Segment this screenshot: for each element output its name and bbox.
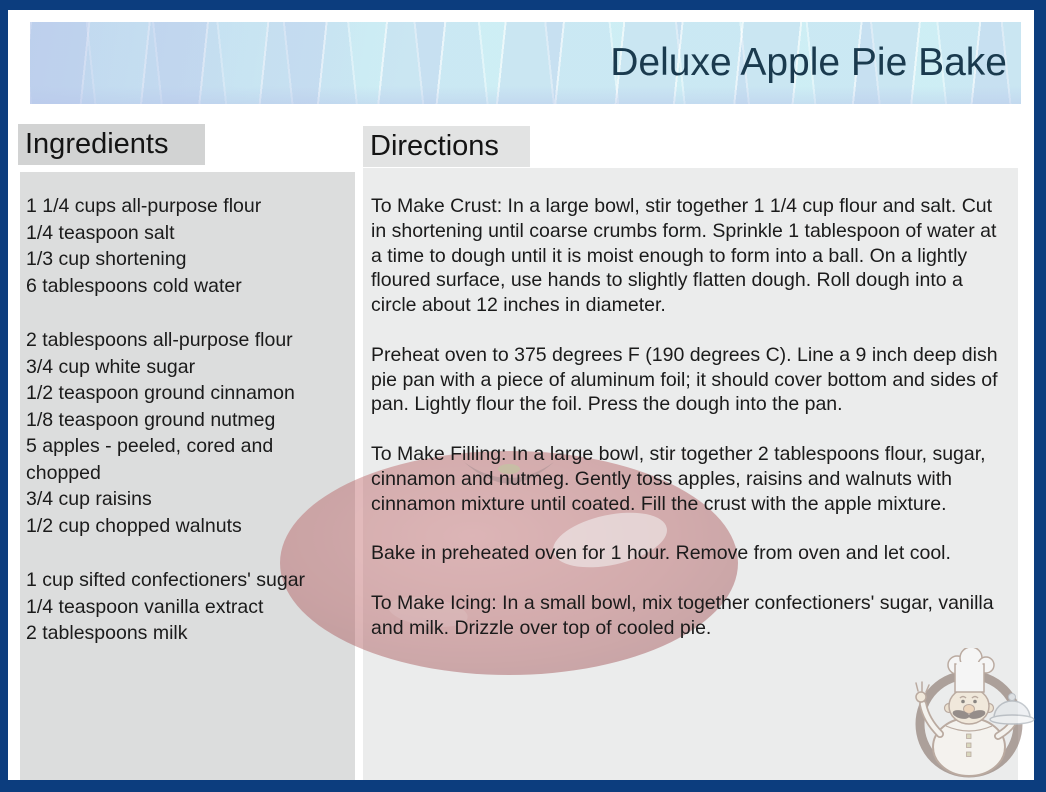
- ingredient-line: 1 cup sifted confectioners' sugar: [26, 569, 306, 591]
- direction-paragraph: To Make Filling: In a large bowl, stir together 2 tablespoons flour, sugar, cinnamon and nutmeg. Gently toss apples, raisins and walnuts with cinnamon mixture until coated. Fill the crust with the apple mixture.: [371, 442, 986, 515]
- ingredients-heading-box: [18, 124, 205, 165]
- ingredient-group-crust: [26, 193, 348, 299]
- ingredient-line: 6 tablespoons cold water: [26, 274, 242, 297]
- ingredient-line: 3/4 cup raisins: [26, 488, 152, 510]
- directions-body: [371, 194, 1003, 665]
- ingredient-line: 2 tablespoons all-purpose flour: [26, 329, 293, 351]
- ingredient-line: 1/8 teaspoon ground nutmeg: [26, 408, 276, 431]
- direction-paragraph: Bake in preheated oven for 1 hour. Remove from oven and let cool.: [371, 542, 951, 565]
- header-banner: [30, 22, 1021, 104]
- direction-paragraph: To Make Crust: In a large bowl, stir together 1 1/4 cup flour and salt. Cut in shortening until coarse crumbs form. Sprinkle 1 tablespoon of water at a time to dough until it is moist enough to form into a ball. On a lightly floured surface, use hands to slightly flatten dough. Roll dough into a circle about 12 inches in diameter.: [371, 195, 997, 317]
- ingredient-group-filling: [26, 327, 348, 539]
- ingredient-line: 1/4 teaspoon vanilla extract: [26, 595, 264, 618]
- page-title: Deluxe Apple Pie Bake: [610, 41, 1007, 84]
- ingredient-line: 2 tablespoons milk: [26, 622, 188, 644]
- chef-icon: [905, 648, 1037, 780]
- ingredient-line: 1/4 teaspoon salt: [26, 221, 175, 244]
- ingredient-line: 1/2 teaspoon ground cinnamon: [26, 382, 295, 404]
- ingredient-line: 5 apples - peeled, cored and chopped: [26, 435, 274, 484]
- ingredient-line: 3/4 cup white sugar: [26, 355, 196, 378]
- directions-heading: Directions: [370, 130, 499, 162]
- ingredient-group-icing: [26, 567, 348, 647]
- ingredient-line: 1/2 cup chopped walnuts: [26, 514, 242, 537]
- ingredients-list: [26, 193, 348, 675]
- recipe-sheet: [8, 10, 1034, 780]
- direction-paragraph: Preheat oven to 375 degrees F (190 degrees C). Line a 9 inch deep dish pie pan with a piece of aluminum foil; it should cover bottom and sides of pan. Lightly flour the foil. Press the dough into the pan.: [371, 343, 998, 416]
- direction-paragraph: To Make Icing: In a small bowl, mix together confectioners' sugar, vanilla and milk. Drizzle over top of cooled pie.: [371, 591, 994, 639]
- ingredients-heading: Ingredients: [25, 128, 169, 160]
- directions-heading-box: [363, 126, 530, 167]
- ingredient-line: 1 1/4 cups all-purpose flour: [26, 195, 262, 217]
- ingredient-line: 1/3 cup shortening: [26, 248, 187, 270]
